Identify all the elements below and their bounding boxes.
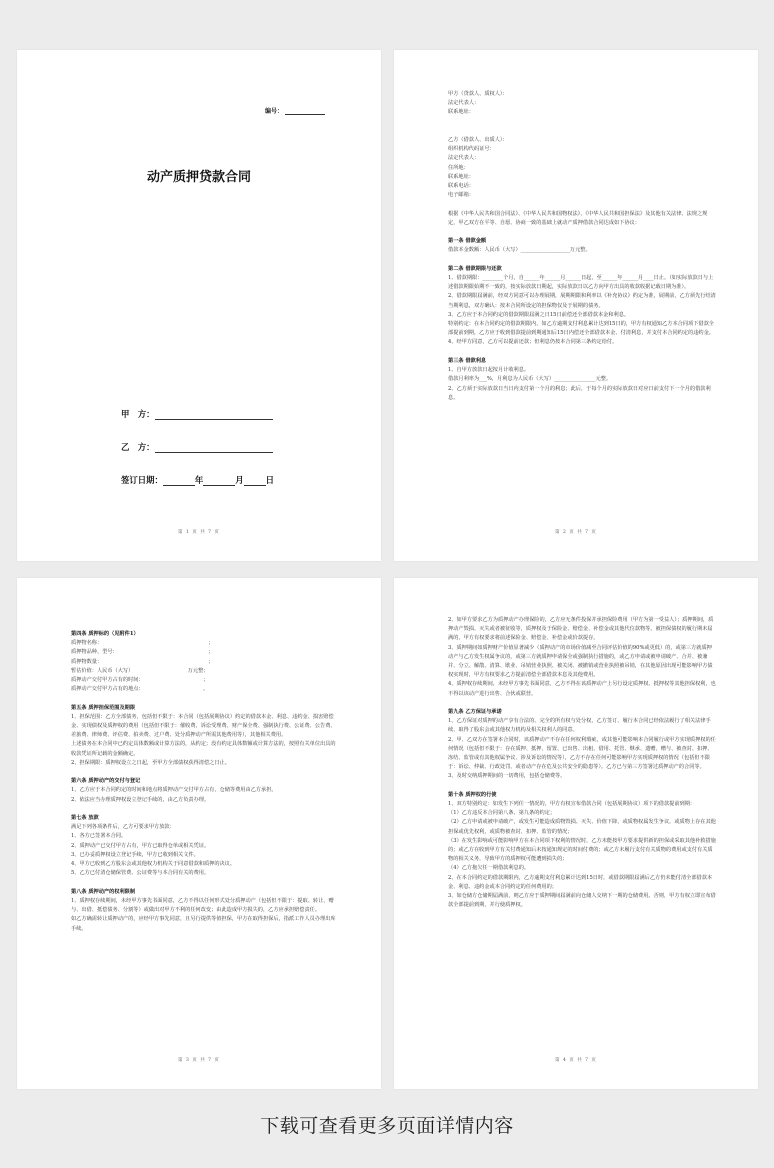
article-10-text: 1、双方特别约定：如发生下列任一情况的，甲方有权宣布借款合同（包括展期协议）项下的借款提前到期： （1）乙方违反本合同第八条、第九条的约定； （2）乙方申请或被申请破产，或发生可能造成质物毁损、灭失、价值下降，或质物权属发生争议，或质物上存在其他担保或优先权利，或质物被查封、扣押、监管的情况； （3）在发生影响或可能影响甲方在本合同项下权利的情况时，乙方未能按甲方要求提供新的担保或采取其他补救措施的；或乙方在收到甲方有关付费通知后未按通知规定的时间付费的；或乙方未履行支付有关质物的费用或支付有关质物的相关义务，导致甲方的质押权可能遭到损失的； （4）乙方拖欠任一期借款利息的。 2、在本合同约定的借款期限内，乙方逾期支付利息累计达到15日时，或借款期限届满后乙方仍未能付清全部借款本金、利息、违约金或本合同约定的任何费用的； 3、如仓储方仓储期届满前，则乙方应于质押期间届满前向仓储人交纳下一期的仓储费用。否则，甲方有权立即宣布借款全部提前到期，并行使质押权。: [448, 801, 716, 909]
party-b-label: 乙 方：: [121, 442, 155, 452]
month-label: 月: [235, 475, 244, 485]
page-footer: 第 3 页 共 7 页: [178, 1058, 220, 1063]
article-8-continued-text: 2、如甲方要求乙方为质押动产办理保险的，乙方应无条件投保并承担保险费用（甲方为第一受益人）；质押期间，质押动产毁损、灭失或者被征收等，质押权及于保险金、赔偿金、补偿金或其他代位款物等。被担保债权的履行期未届满的，甲方有权要求将前述保险金、赔偿金、补偿金或价款提存。 3、质押期间如质押财产价值显著减少（质押动产的市场价值减至合同评估价值的90%或更低）的，或第三方就质押动产与乙方发生权属争议的，或第三方就质押申请保全或强制执行措施的，或乙方申请或被申请破产、合并、被兼并、分立、解散、清算、歇业、吊销营业执照、被关闭、被撤销或营业执照被吊销，在其他原因出现可能影响甲方债权实现时，甲方有权要求乙方提前清偿全部借款本息及其他费用。 4、质押权存续期间，未经甲方事先书面同意，乙方不得在该质押动产上另行设定质押权、抵押权等其他担保权利，也不得以该动产进行出售、合伙或联营。: [448, 617, 716, 697]
page-4-body: [448, 616, 716, 911]
article-2-title: 第二条 借款期限与还款: [448, 265, 502, 272]
page-2-body: [448, 90, 716, 403]
page-3-body: [71, 630, 339, 934]
article-9-text: 1、乙方保证对质押的动产享有合法的、完全的所有权与处分权，乙方签订、履行本合同已经依法履行了相关法律手续，取得了股东会或其他权力机构及相关权利人的同意。 2、甲、乙双方在签署本合同时，该质押动产不存在任何权利瑕疵，或其他可能影响本合同履行或甲方实现质押权的任何情况（包括但不限于：存在质押、抵押、留置、已出售、出租、借用、托管、继承、遗赠、赠与、被查封、扣押、冻结、监管或有其他权属争议、涉及诉讼的情况等），乙方不存在任何可能影响甲方实现质押权的情况（包括但不限于：诉讼、仲裁、行政处罚、或者动产存在危及公共安全的隐患等）。乙方已与第三方签署过质押动产的合同等。 3、及时交纳质押期间的一切费用，包括仓储费等。: [448, 718, 716, 780]
sign-date-row: [121, 474, 274, 486]
document-page-4: [394, 578, 758, 1089]
article-9-title: 第九条 乙方保证与承诺: [448, 709, 502, 716]
article-4-title: 第四条 质押标的（见附件1）: [71, 631, 139, 637]
contract-number-blank: [285, 114, 325, 115]
article-5-text: 1、担保范围：乙方全部债务，包括但不限于：本合同（包括展期协议）约定的借款本金、利息、违约金、损害赔偿金、实现债权及质押权的费用（包括但不限于：催收费、诉讼受理费、财产保全费、强制执行费、公证费、公告费、差旅费、律师费、评估费、拍卖费、过户费、处分质押动产所需其他费用等），其他相关费用。 上述债务在本合同中已约定具体数额或计算方法的，从约定；没有约定具体数额或计算方法的，按照有关单位出具的收款凭证所记载的金额确定。 2、担保期限：质押权设立之日起，至甲方全部债权获得清偿之日止。: [71, 713, 336, 766]
download-caption: 下载可查看更多页面详情内容: [260, 1115, 514, 1137]
article-7-title: 第七条 放款: [71, 815, 99, 822]
page-footer: 第 1 页 共 7 页: [178, 530, 220, 535]
year-blank: [163, 476, 195, 486]
article-7-text: 满足下列各项条件后，乙方可要求甲方放款： 1、各方已签署本合同。 2、质押动产已交付甲方占有，甲方已取得仓单或相关凭证。 3、已办妥质押权设立登记手续，甲方已收到相关文件。 4、甲方已收到乙方股东会或其他权力机构关于同意借款和质押的决议。 5、乙方已付清仓储保管费、公证费等与本合同有关的费用。: [71, 824, 236, 877]
party-b-blank: [155, 443, 273, 453]
party-a-row: [121, 408, 273, 420]
page-footer: 第 4 页 共 7 页: [555, 1058, 597, 1063]
party-a-blank: [155, 410, 273, 420]
article-6-title: 第六条 质押动产的交付与登记: [71, 778, 141, 785]
article-1-text: 借款本金数额：人民币（大写）___________________万元整。: [448, 247, 591, 254]
article-5-title: 第五条 质押担保范围及期限: [71, 704, 136, 711]
document-page-3: [17, 578, 381, 1089]
contract-number-label: 编号：: [264, 108, 283, 115]
document-title: 动产质押贷款合同: [146, 170, 251, 185]
article-8-title: 第八条 质押动产的权利限制: [71, 888, 136, 895]
article-10-title: 第十条 质押权的行使: [448, 791, 497, 798]
contract-number: [265, 106, 325, 115]
party-b-row: [121, 441, 273, 453]
day-blank: [244, 476, 266, 486]
parties-info: 甲方（贷款人、质权人）： 法定代表人： 联系地址： 乙方（借款人、出质人）： 组织机构代码证号： 法定代表人： 住所地： 联系地址： 联系电话： 电子邮箱： 根据《中华人民共和国合同法》、《中华人民共和国物权法》、《中华人民共和国担保法》及其他有关法律、法规之规定，甲乙双方在平等、自愿、协商一致的基础上就动产质押借款合同达成如下协议：: [448, 91, 708, 226]
sign-date-label: 签订日期：: [121, 475, 163, 485]
article-8-text: 1、质押权存续期间，未经甲方事先书面同意，乙方不得以任何形式处分质押动产（包括但不限于：提取、转让、赠与、出借、抵偿债务、分割等）或做出对甲方不利的任何改变；由此造成甲方损失的，乙方应承担赔偿责任。 如乙方确需转让质押动产的，应经甲方事先同意，且另行提供等值担保，甲方在取得担保后，指派工作人员办理出库手续。: [71, 897, 336, 932]
document-page-1: [17, 50, 381, 561]
article-2-text: 1、借款期限：________个月，自______年______月______日起，至______年______月____日止。（如实际放款日与上述借款期限始期不一致的，按实际放款日期起，实际放款日以乙方向甲方出具的收款收据记载日期为准）。 2、借款期限届满前，经双方同意可以办理展期，展期期限和利率以《补充协议》约定为准，展期前，乙方须先行结清当期利息，双方确认：按本合同所设定的担保物仅及于展期的债务。 3、乙方应于本合同约定的借款期限届满之日15日前偿还全部借款本金和利息。 特别约定：在本合同约定的借款期限内，如乙方逾期支付利息累计达到15日的，甲方有权通知乙方本合同项下借款全部提前到期，乙方应于收到借款提前到期通知后15日内偿还全部借款本金、付清利息，并支付本合同约定的违约金。 4、经甲方同意，乙方可以提前还款；但利息仍按本合同第三条约定给付。: [448, 275, 716, 346]
year-label: 年: [194, 475, 204, 485]
page-footer: 第 2 页 共 7 页: [555, 530, 597, 535]
article-6-text: 1、乙方应于本合同约定的时间和地点将质押动产交付甲方占有，仓储等费用由乙方承担。 2、依法应当办理质押权设立登记手续的，由乙方负责办理。: [71, 787, 277, 803]
party-a-label: 甲 方：: [121, 409, 155, 419]
month-blank: [203, 476, 235, 486]
article-1-title: 第一条 借款金额: [448, 238, 487, 245]
article-4-text: 质押物名称： ； 质押物品种、型号： ； 质押物数量： ； 暂估价值：人民币（大写） 万元整； 质押动产交付甲方占有的时间： ； 质押动产交付甲方占有的地点： 。: [71, 640, 214, 693]
article-3-text: 1、自甲方放款日起按月计收利息。 借款月利率为___%，月利息为人民币（大写）________________元整。 2、乙方须于实际放款日当日内支付第一个月的利息；此后，于每个月的实际放款日对应日前支付下一个月的借款利息。: [448, 367, 711, 401]
document-page-2: [394, 50, 758, 561]
day-label: 日: [265, 475, 274, 485]
article-3-title: 第三条 借款利息: [448, 357, 487, 364]
